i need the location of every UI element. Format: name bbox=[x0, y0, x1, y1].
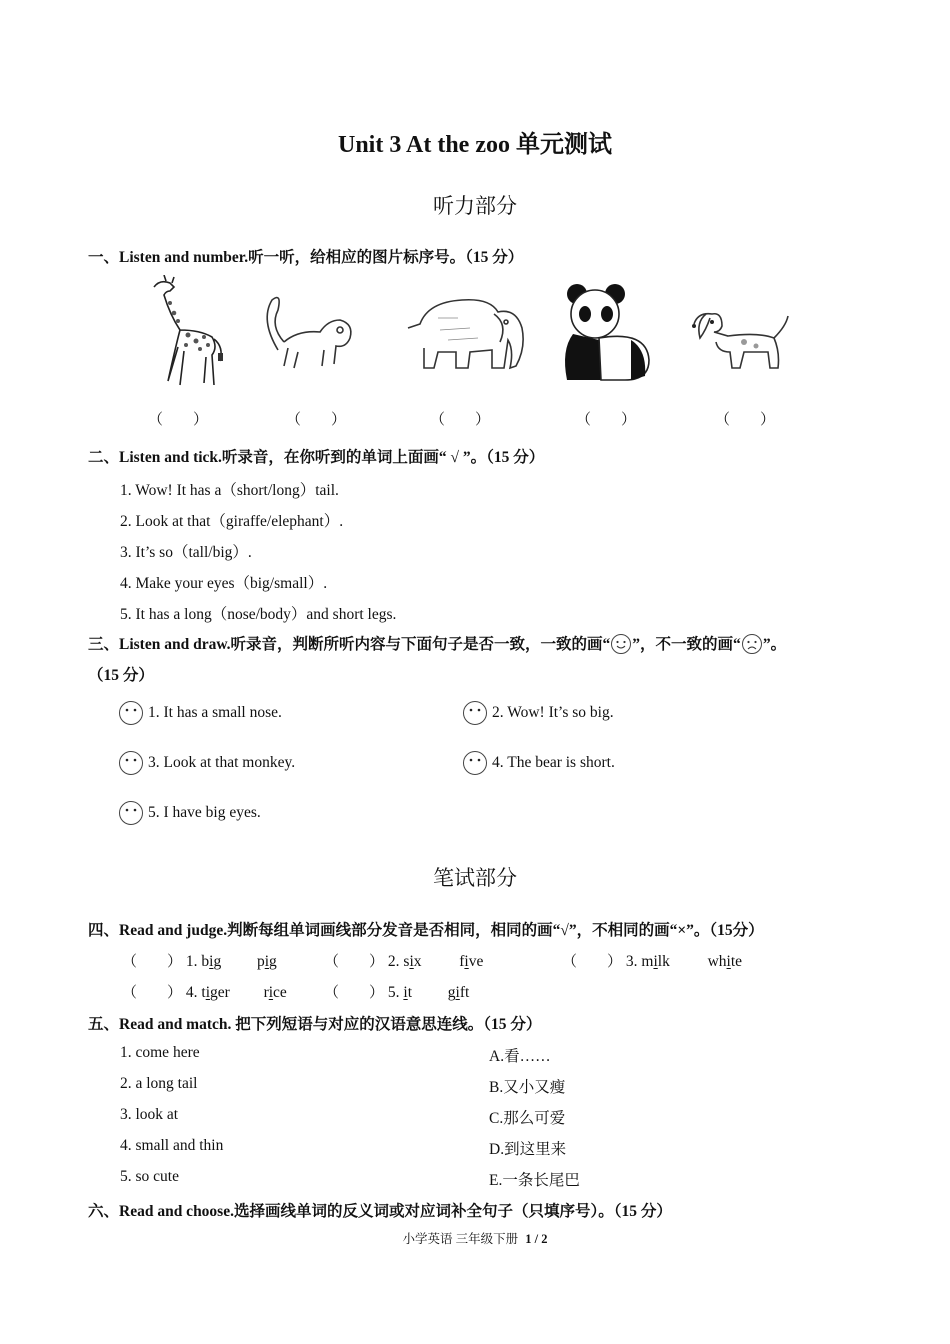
q1-blank-1[interactable]: （ ） bbox=[148, 412, 209, 428]
q6-heading: 六、Read and choose.选择画线单词的反义词或对应词补全句子（只填序号）。（15 分） bbox=[88, 1203, 672, 1220]
q5-left-3[interactable]: 3. look at bbox=[120, 1106, 179, 1123]
monkey-image bbox=[258, 290, 358, 375]
blank-face-icon[interactable] bbox=[462, 700, 488, 726]
q3-item-1: 1. It has a small nose. bbox=[148, 704, 282, 721]
q3-heading-part-b: ”，不一致的画“ bbox=[632, 636, 741, 653]
q1-blank-5[interactable]: （ ） bbox=[715, 412, 776, 428]
q2-item-1: 1. Wow! It has a（short/long）tail. bbox=[120, 482, 339, 499]
sad-face-icon bbox=[741, 633, 763, 655]
q4-number: 2. bbox=[387, 953, 400, 970]
q2-item-3: 3. It’s so（tall/big）. bbox=[120, 544, 252, 561]
q4-number: 4. bbox=[185, 984, 198, 1001]
q4-word: it bbox=[403, 984, 413, 1001]
section-writing-heading: 笔试部分 bbox=[433, 866, 517, 890]
q4-answer-blank[interactable]: （ ） bbox=[122, 985, 183, 1001]
q3-heading bbox=[88, 632, 786, 655]
page-number: 1 / 2 bbox=[525, 1232, 548, 1246]
q5-heading: 五、Read and match. 把下列短语与对应的汉语意思连线。（15 分） bbox=[88, 1016, 542, 1033]
q4-word: big bbox=[201, 953, 222, 970]
q2-item-4: 4. Make your eyes（big/small）. bbox=[120, 575, 328, 592]
q2-item-5: 5. It has a long（nose/body）and short legs. bbox=[120, 606, 397, 623]
dog-image bbox=[688, 302, 800, 374]
q1-blank-4[interactable]: （ ） bbox=[576, 412, 637, 428]
blank-face-icon[interactable] bbox=[118, 750, 144, 776]
q4-word: milk bbox=[641, 953, 670, 970]
q5-left-4[interactable]: 4. small and thin bbox=[120, 1137, 224, 1154]
q5-left-5[interactable]: 5. so cute bbox=[120, 1168, 179, 1185]
smiley-face-icon bbox=[610, 633, 632, 655]
q4-word: white bbox=[707, 953, 743, 970]
q4-answer-blank[interactable]: （ ） bbox=[122, 954, 183, 970]
q3-item-5: 5. I have big eyes. bbox=[148, 804, 261, 821]
panda-image bbox=[555, 280, 655, 385]
q4-word: six bbox=[403, 953, 422, 970]
q3-item-2: 2. Wow! It’s so big. bbox=[492, 704, 614, 721]
q3-heading-part-c: ”。 bbox=[762, 636, 787, 653]
q2-item-2: 2. Look at that（giraffe/elephant）. bbox=[120, 513, 344, 530]
page-footer bbox=[0, 1229, 950, 1247]
q5-left-2[interactable]: 2. a long tail bbox=[120, 1075, 198, 1092]
q1-blank-2[interactable]: （ ） bbox=[286, 412, 347, 428]
q3-item-4: 4. The bear is short. bbox=[492, 754, 615, 771]
q4-group-1 bbox=[122, 950, 277, 971]
q4-group-3 bbox=[562, 950, 742, 971]
page-title: Unit 3 At the zoo 单元测试 bbox=[338, 132, 612, 158]
blank-face-icon[interactable] bbox=[118, 800, 144, 826]
q4-word: pig bbox=[256, 953, 277, 970]
q5-right-e[interactable]: E.一条长尾巴 bbox=[489, 1172, 580, 1189]
q4-group-4 bbox=[122, 981, 287, 1002]
q4-word: tiger bbox=[201, 984, 230, 1001]
q4-answer-blank[interactable]: （ ） bbox=[562, 954, 623, 970]
q1-heading: 一、Listen and number.听一听，给相应的图片标序号。（15 分） bbox=[88, 249, 524, 266]
q5-left-1[interactable]: 1. come here bbox=[120, 1044, 200, 1061]
q3-item-3: 3. Look at that monkey. bbox=[148, 754, 296, 771]
q4-word: gift bbox=[447, 984, 470, 1001]
q4-number: 5. bbox=[387, 984, 400, 1001]
q4-group-2 bbox=[324, 950, 483, 971]
q4-number: 3. bbox=[625, 953, 638, 970]
q4-answer-blank[interactable]: （ ） bbox=[324, 985, 385, 1001]
elephant-image bbox=[398, 288, 528, 378]
blank-face-icon[interactable] bbox=[118, 700, 144, 726]
q1-blank-3[interactable]: （ ） bbox=[430, 412, 491, 428]
giraffe-image bbox=[140, 275, 235, 390]
section-listening-heading: 听力部分 bbox=[433, 194, 517, 218]
q4-word: five bbox=[459, 953, 484, 970]
q4-heading: 四、Read and judge.判断每组单词画线部分发音是否相同，相同的画“√”，不相同的画“×”。（15分） bbox=[88, 922, 764, 939]
q5-right-c[interactable]: C.那么可爱 bbox=[489, 1110, 566, 1127]
q4-word: rice bbox=[263, 984, 287, 1001]
q5-right-a[interactable]: A.看…… bbox=[489, 1048, 551, 1065]
q3-heading-score: （15 分） bbox=[88, 667, 154, 684]
q3-heading-part-a: 三、Listen and draw.听录音，判断所听内容与下面句子是否一致，一致的画“ bbox=[88, 636, 611, 653]
q4-number: 1. bbox=[185, 953, 198, 970]
footer-text: 小学英语 三年级下册 bbox=[402, 1232, 519, 1246]
q4-answer-blank[interactable]: （ ） bbox=[324, 954, 385, 970]
q5-right-d[interactable]: D.到这里来 bbox=[489, 1141, 567, 1158]
blank-face-icon[interactable] bbox=[462, 750, 488, 776]
q5-right-b[interactable]: B.又小又瘦 bbox=[489, 1079, 566, 1096]
q4-group-5 bbox=[324, 981, 469, 1002]
q2-heading: 二、Listen and tick.听录音，在你听到的单词上面画“ √ ”。（15 分） bbox=[88, 449, 545, 466]
